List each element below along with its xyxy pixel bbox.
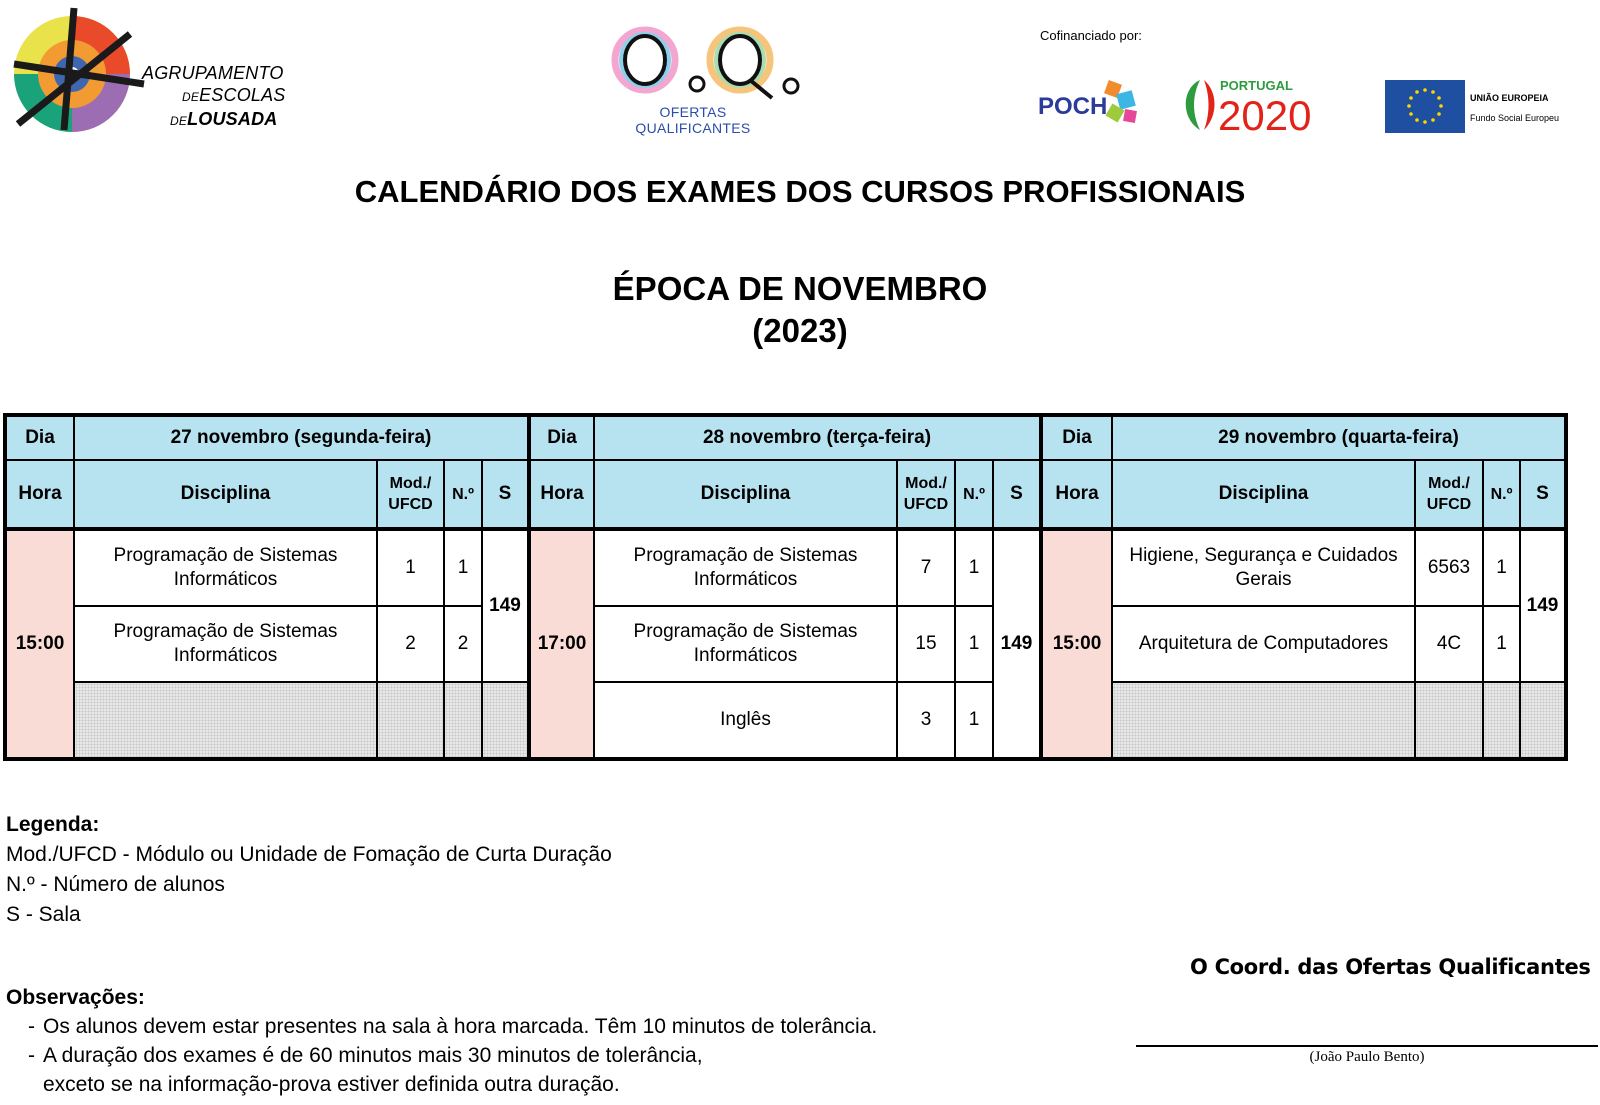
observations: [6, 983, 877, 1099]
exam-n: 1: [1483, 529, 1520, 606]
oq-label: OFERTAS QUALIFICANTES: [635, 104, 751, 136]
mod-ufcd-header: Mod./ UFCD: [377, 460, 444, 529]
hora-header: Hora: [5, 460, 74, 529]
day-1-sala: 149: [482, 529, 529, 682]
school-name-line1: AGRUPAMENTO: [142, 63, 284, 83]
exam-mod: 6563: [1415, 529, 1483, 606]
eu-flag-icon: [1385, 80, 1465, 133]
day-2-hora: 17:00: [529, 529, 594, 759]
legend: [6, 810, 612, 930]
school-name-line2: ESCOLAS: [199, 85, 286, 105]
exam-mod: 1: [377, 529, 444, 606]
exam-mod: 2: [377, 606, 444, 682]
school-name-line3: LOUSADA: [187, 109, 278, 129]
hora-header: Hora: [1041, 460, 1112, 529]
poch-label: POCH: [1038, 93, 1108, 120]
legend-title: Legenda:: [6, 813, 100, 836]
day-3-hora: 15:00: [1041, 529, 1112, 759]
subtitle-line2: (2023): [752, 312, 848, 349]
empty-cell: [377, 682, 444, 759]
cofinanced-label: Cofinanciado por:: [1040, 28, 1142, 43]
hora-header: Hora: [529, 460, 594, 529]
sala-header: S: [482, 460, 529, 529]
dia-label: Dia: [5, 415, 74, 460]
portugal-2020-logo: [1178, 74, 1358, 134]
table-row: [5, 529, 1566, 606]
school-name-line2-prefix: DE: [182, 90, 200, 104]
exam-n: 1: [955, 606, 993, 682]
coordinator-role: O Coord. das Ofertas Qualificantes: [1190, 955, 1591, 979]
observations-title: Observações:: [6, 986, 145, 1009]
disciplina-header: Disciplina: [594, 460, 897, 529]
page-subtitle: [0, 268, 1600, 352]
empty-cell: [1112, 682, 1415, 759]
day-3-date: 29 novembro (quarta-feira): [1112, 415, 1566, 460]
exam-disciplina: Programação de Sistemas Informáticos: [74, 529, 377, 606]
day-2-sala: 149: [993, 529, 1041, 759]
exam-mod: 3: [897, 682, 955, 759]
disciplina-header: Disciplina: [1112, 460, 1415, 529]
school-name-line3-prefix: DE: [170, 114, 188, 128]
numero-header: N.º: [955, 460, 993, 529]
exam-n: 1: [444, 529, 482, 606]
dia-label: Dia: [529, 415, 594, 460]
exam-schedule-table: [3, 413, 1568, 761]
numero-header: N.º: [1483, 460, 1520, 529]
empty-cell: [74, 682, 377, 759]
empty-cell: [444, 682, 482, 759]
exam-n: 1: [1483, 606, 1520, 682]
empty-cell: [1483, 682, 1520, 759]
table-header-row: [5, 460, 1566, 529]
legend-item: N.º - Número de alunos: [6, 873, 225, 896]
sala-header: S: [1520, 460, 1566, 529]
eu-title: UNIÃO EUROPEIA: [1470, 93, 1549, 103]
page-title: CALENDÁRIO DOS EXAMES DOS CURSOS PROFISSIONAIS: [354, 174, 1246, 209]
exam-n: 1: [955, 682, 993, 759]
day-1-hora: 15:00: [5, 529, 74, 759]
eu-text: [1470, 88, 1559, 128]
subtitle-line1: ÉPOCA DE NOVEMBRO: [612, 270, 988, 307]
exam-mod: 4C: [1415, 606, 1483, 682]
day-3-sala: 149: [1520, 529, 1566, 682]
portugal-label: PORTUGAL: [1220, 78, 1293, 93]
school-name: [142, 62, 286, 132]
coordinator-name: (João Paulo Bento): [1309, 1049, 1425, 1065]
legend-item: S - Sala: [6, 903, 81, 926]
exam-n: 2: [444, 606, 482, 682]
sala-header: S: [993, 460, 1041, 529]
mod-ufcd-header: Mod./ UFCD: [1415, 460, 1483, 529]
dia-label: Dia: [1041, 415, 1112, 460]
year-2020-label: 2020: [1218, 92, 1312, 134]
empty-cell: [1415, 682, 1483, 759]
exam-disciplina: Inglês: [594, 682, 897, 759]
disciplina-header: Disciplina: [74, 460, 377, 529]
empty-cell: [1520, 682, 1566, 759]
empty-cell: [482, 682, 529, 759]
exam-mod: 7: [897, 529, 955, 606]
exam-n: 1: [955, 529, 993, 606]
exam-disciplina: Programação de Sistemas Informáticos: [74, 606, 377, 682]
day-2-date: 28 novembro (terça-feira): [594, 415, 1041, 460]
numero-header: N.º: [444, 460, 482, 529]
signature-line: [1136, 1045, 1598, 1047]
table-row-day: [5, 415, 1566, 460]
table-row: [5, 682, 1566, 759]
observation-item: - Os alunos devem estar presentes na sala à hora marcada. Têm 10 minutos de tolerância.: [28, 1012, 877, 1041]
exam-mod: 15: [897, 606, 955, 682]
exam-disciplina: Arquitetura de Computadores: [1112, 606, 1415, 682]
eu-fund: Fundo Social Europeu: [1470, 113, 1560, 123]
day-1-date: 27 novembro (segunda-feira): [74, 415, 529, 460]
table-row: [5, 606, 1566, 682]
legend-item: Mod./UFCD - Módulo ou Unidade de Fomação de Curta Duração: [6, 843, 612, 866]
exam-disciplina: Higiene, Segurança e Cuidados Gerais: [1112, 529, 1415, 606]
poch-logo: [1038, 74, 1148, 134]
observation-item: - A duração dos exames é de 60 minutos mais 30 minutos de tolerância, exceto se na informação-prova estiver definida outra duração.: [28, 1041, 877, 1099]
mod-ufcd-header: Mod./ UFCD: [897, 460, 955, 529]
exam-disciplina: Programação de Sistemas Informáticos: [594, 529, 897, 606]
exam-disciplina: Programação de Sistemas Informáticos: [594, 606, 897, 682]
